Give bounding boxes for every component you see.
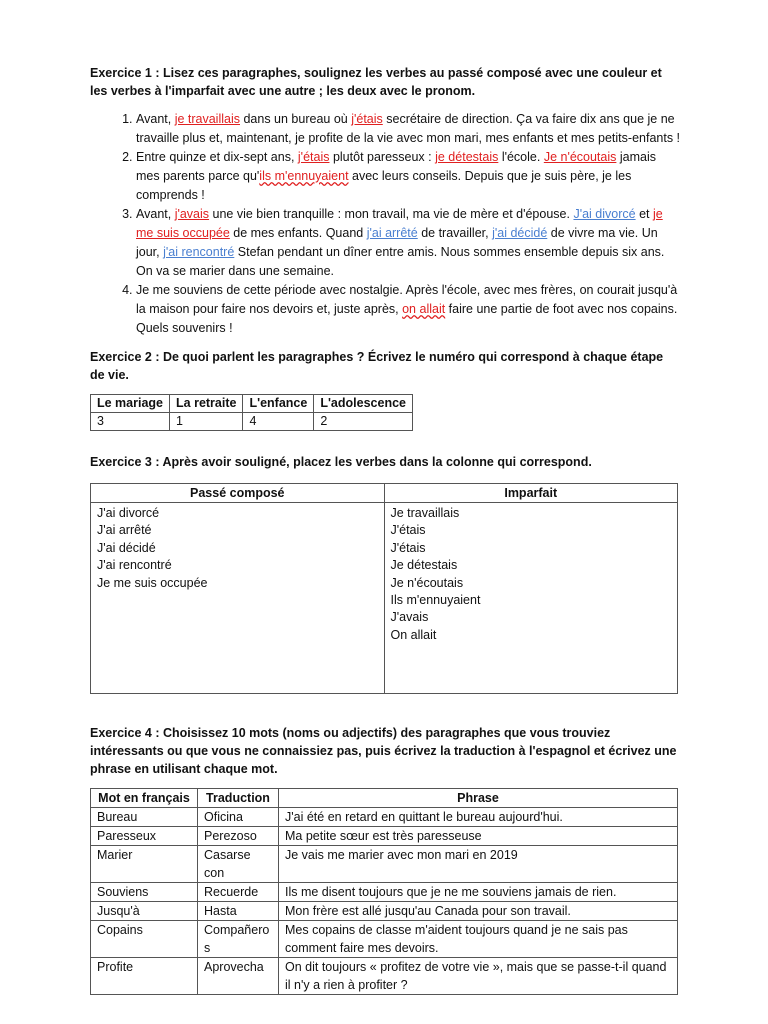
exercise-3-heading: Exercice 3 : Après avoir souligné, placez les verbes dans la colonne qui correspond. <box>90 455 592 469</box>
list-item: J'ai décidé <box>97 540 156 555</box>
verb-tense-table <box>90 483 678 694</box>
paragraph-4: 4. Je me souviens de cette période avec nostalgie. Après l'école, avec mes frères, on courait jusqu'à la maison pour faire nos devoirs et, juste après, on allait faire une partie de foot avec nos copains. Quels souvenirs ! <box>136 281 680 338</box>
verb-imparfait: on allait <box>402 302 446 316</box>
paragraph-list <box>90 110 680 338</box>
imparfait-cell <box>384 503 678 694</box>
verb-passe-compose: je me suis occupée <box>136 207 663 240</box>
header-phrase: Phrase <box>279 789 678 808</box>
table-row: Profite Aprovecha On dit toujours « profitez de votre vie », mais que se passe-t-il quand il n'y a rien à profiter ? <box>91 958 678 995</box>
paragraph-3: 3. Avant, j'avais une vie bien tranquille : mon travail, ma vie de mère et d'épouse. J'ai divorcé et je me suis occupée de mes enfants. Quand j'ai arrêté de travailler, j'ai décidé de vivre ma vie. Un jour, j'ai rencontré Stefan pendant un dîner entre amis. Nous sommes ensemble depuis six ans. On va se marier dans une semaine. <box>136 205 680 281</box>
verb-imparfait: j'étais <box>297 150 330 164</box>
header-imparfait: Imparfait <box>384 484 678 503</box>
table-row: Copains Compañeros Mes copains de classe m'aident toujours quand je ne sais pas comment faire mes devoirs. <box>91 921 678 958</box>
table-row: Paresseux Perezoso Ma petite sœur est très paresseuse <box>91 827 678 846</box>
verb-imparfait: Je n'écoutais <box>543 150 617 164</box>
value-cell: 4 <box>243 413 314 431</box>
table-row: Marier Casarse con Je vais me marier avec mon mari en 2019 <box>91 846 678 883</box>
header-passe-compose: Passé composé <box>91 484 385 503</box>
document-page <box>90 64 680 995</box>
value-cell: 2 <box>314 413 413 431</box>
verb-imparfait: ils m'ennuyaient <box>259 169 349 183</box>
list-item: Ils m'ennuyaient <box>390 593 481 608</box>
header-cell: L'adolescence <box>314 395 413 413</box>
exercise-2-heading: Exercice 2 : De quoi parlent les paragraphes ? Écrivez le numéro qui correspond à chaque étape de vie. <box>90 350 664 382</box>
header-mot: Mot en français <box>91 789 198 808</box>
list-item: Je n'écoutais <box>390 575 464 590</box>
verb-imparfait: j'avais <box>174 207 210 221</box>
exercise-1-heading: Exercice 1 : Lisez ces paragraphes, soulignez les verbes au passé composé avec une couleur et les verbes à l'imparfait avec une autre ; les deux avec le pronom. <box>90 66 662 98</box>
list-item: J'avais <box>390 610 429 625</box>
value-cell: 3 <box>91 413 170 431</box>
verb-passe-compose: j'ai rencontré <box>163 245 235 259</box>
value-cell: 1 <box>170 413 243 431</box>
passe-compose-cell <box>91 503 385 694</box>
table-row: Bureau Oficina J'ai été en retard en quittant le bureau aujourd'hui. <box>91 808 678 827</box>
verb-passe-compose: J'ai divorcé <box>573 207 636 221</box>
header-cell: L'enfance <box>243 395 314 413</box>
list-item: Je me suis occupée <box>97 575 208 590</box>
paragraph-1: 1. Avant, je travaillais dans un bureau où j'étais secrétaire de direction. Ça va faire dix ans que je ne travaille plus et, maintenant, je profite de la vie avec mon mari, mes enfants et mes petits-enfants ! <box>136 110 680 148</box>
list-item: On allait <box>390 627 437 642</box>
list-item: Je détestais <box>390 558 458 573</box>
verb-imparfait: je travaillais <box>174 112 240 126</box>
paragraph-2: 2. Entre quinze et dix-sept ans, j'étais plutôt paresseux : je détestais l'école. Je n'écoutais jamais mes parents parce qu'ils m'ennuyaient avec leurs conseils. Depuis que je suis père, je les comprends ! <box>136 148 680 205</box>
verb-imparfait: je détestais <box>435 150 499 164</box>
verb-passe-compose: j'ai décidé <box>492 226 548 240</box>
list-item: J'ai rencontré <box>97 558 172 573</box>
header-traduction: Traduction <box>198 789 279 808</box>
list-item: J'ai arrêté <box>97 523 152 538</box>
table-row: Souviens Recuerde Ils me disent toujours que je ne me souviens jamais de rien. <box>91 883 678 902</box>
verb-passe-compose: j'ai arrêté <box>366 226 418 240</box>
life-stage-table <box>90 394 413 431</box>
list-item: Je travaillais <box>390 506 460 520</box>
verb-imparfait: j'étais <box>351 112 383 126</box>
header-cell: La retraite <box>170 395 243 413</box>
vocabulary-table <box>90 788 678 995</box>
header-cell: Le mariage <box>91 395 170 413</box>
list-item: J'étais <box>390 523 426 538</box>
exercise-4-heading: Exercice 4 : Choisissez 10 mots (noms ou adjectifs) des paragraphes que vous trouviez intéressants ou que vous ne connaissiez pas, puis écrivez la traduction à l'espagnol et écrivez une phrase en utilisant chaque mot. <box>90 726 677 776</box>
list-item: J'ai divorcé <box>97 506 160 520</box>
table-row: Jusqu'à Hasta Mon frère est allé jusqu'au Canada pour son travail. <box>91 902 678 921</box>
list-item: J'étais <box>390 540 426 555</box>
